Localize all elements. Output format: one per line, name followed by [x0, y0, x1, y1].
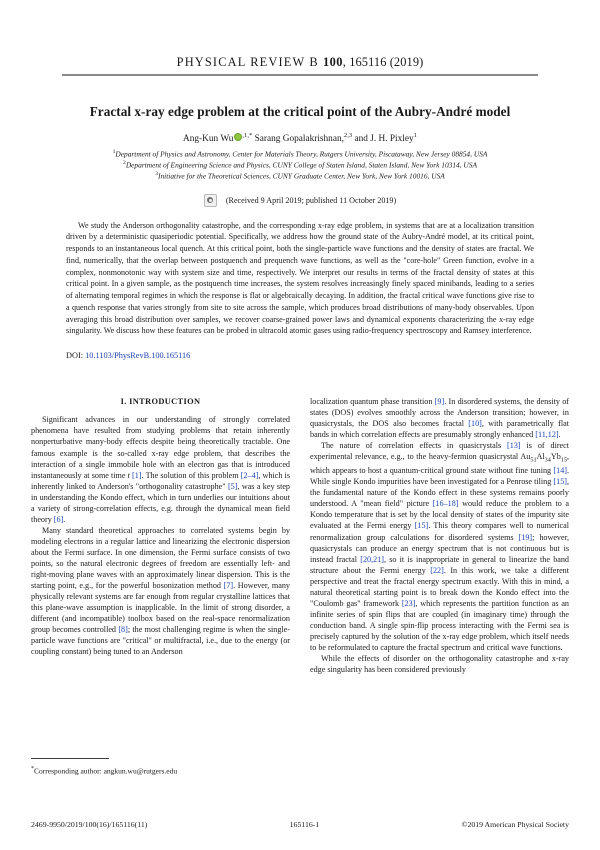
rp2-h: would reduce the problem to a Kondo temperature that is set by the local density of states of the impurity site evaluated at the Fermi energy — [310, 499, 569, 531]
affiliation-2-mark: 2 — [123, 159, 126, 166]
citation-19[interactable]: [19] — [518, 532, 533, 542]
lp1-a: Significant advances in our understanding of strongly correlated phenomena have resulted from studying problems that retain inherently nonperturbative many-body effects despite being theoretically tractable. One famous example is the so-called x-ray edge problem, that describes the interaction of a single immobile hole with an electron gas that is introduced instantaneously at some time — [31, 415, 290, 480]
rp2-a: The nature of correlation effects in quasicrystals — [321, 441, 508, 451]
rp2-j: ; however, quasicrystals can produce an energy spectrum that is not continuous but is instead fractal — [310, 532, 570, 564]
crossmark-icon[interactable] — [204, 194, 217, 207]
orcid-icon[interactable] — [234, 133, 242, 141]
rp1-a: localization quantum phase transition — [310, 397, 435, 406]
page-number: 165116-1 — [289, 820, 320, 829]
citation-16-18[interactable]: [16–18] — [432, 499, 459, 509]
right-paragraph-2 — [310, 440, 569, 653]
doi-line — [66, 351, 534, 360]
affiliation-1-text: Department of Physics and Astronomy, Center for Materials Theory, Rutgers University, Piscataway, New Jersey 08854, USA — [115, 149, 488, 159]
header-divider — [62, 74, 538, 76]
rp2-i: . This theory compares well to numerical renormalization group calculations for disordered systems — [310, 521, 569, 542]
rp2-b: is of direct experimental relevance, e.g., to the heavy-fermion quasicrystal Au — [310, 441, 570, 462]
affiliation-2 — [48, 160, 552, 171]
right-paragraph-3: While the effects of disorder on the orthogonality catastrophe and x-ray edge singularity has been considered previously — [310, 654, 569, 675]
copyright-line: ©2019 American Physical Society — [461, 820, 569, 829]
left-column — [31, 396, 290, 748]
page-title: Fractal x-ray edge problem at the critical point of the Aubry-André model — [89, 104, 511, 119]
author-3-name: and J. H. Pixley — [352, 134, 414, 145]
citation-8[interactable]: [8] — [118, 625, 128, 635]
footnote-mark: * — [31, 766, 34, 772]
citation-22[interactable]: [22] — [430, 565, 444, 575]
journal-title-line — [62, 55, 538, 70]
affiliation-3-mark: 3 — [155, 170, 158, 177]
rp2-g: , the fundamental nature of the Kondo effect in these systems remains poorly understood. A "mean field" picture — [310, 477, 569, 509]
rp2-l: . In this work, we take a different perspective and treat the fractal energy spectrum exactly. With this in mind, a natural theoretical starting point is to break down the Kondo effect into the "Coulomb gas" framework — [310, 565, 569, 608]
journal-article-info: , 165116 (2019) — [342, 55, 424, 69]
citation-6[interactable]: [6] — [53, 514, 64, 524]
formula-sub-au: 51 — [530, 456, 537, 464]
title-block — [48, 103, 552, 182]
left-paragraph-1 — [31, 414, 290, 524]
author-list — [48, 132, 552, 146]
corresponding-author-note — [31, 765, 290, 777]
rp2-f: . While single Kondo impurities have been investigated for a Penrose tiling — [310, 466, 569, 487]
rp2-e: , which appears to host a quantum-critical ground state without fine tuning — [310, 452, 569, 476]
author-3-marks: 1 — [413, 132, 417, 140]
doi-label: DOI: — [66, 351, 86, 361]
publication-dates-line — [0, 194, 600, 207]
page-footer — [31, 820, 569, 829]
lp2-a: Many standard theoretical approaches to correlated systems begin by modeling electrons in a regular lattice and linearizing the electronic dispersion about the Fermi surface. In one dimension, the Fermi surface consists of two points, so the natural electronic degrees of freedom are essentially left- and right-moving plane waves with an approximately linear dispersion. This is the starting point, e.g., for the powerful bosonization method — [31, 525, 290, 591]
doi-link[interactable]: 10.1103/PhysRevB.100.165116 — [85, 351, 191, 361]
journal-header — [62, 55, 538, 70]
citation-20-21[interactable]: [20,21] — [360, 554, 384, 564]
lp2-b: . However, many physically relevant systems are far enough from regular crystalline lattices that this plane-wave assumption is inapplicable. In the limit of strong disorder, a different (and incompatible) toolbox based on the real-space renormalization group becomes controlled — [31, 581, 290, 635]
citation-1[interactable]: [1] — [132, 470, 142, 480]
abstract-text: We study the Anderson orthogonality catastrophe, and the corresponding x-ray edge problem, in systems that are at a localization transition driven by a deterministic quasiperiodic potential. Specifically, we address how the ground state of the Aubry-André model, at its critical point, responds to an instantaneous local quench. At this critical point, both the single-particle wave functions and the density of states are fractal. We find, numerically, that the overlap between postquench and prequench wave functions, as well as the "core-hole" Green function, evolve in a complex, nonmonotonic way with system size and time, respectively. We interpret our results in terms of the fractal density of states at this critical point. In a given sample, as the postquench time increases, the system resolves increasingly finely spaced minibands, leading to a series of alternating temporal regimes in which the response is flat or algebraically decaying. In addition, the fractal critical wave functions give rise to a quench response that varies strongly from site to site across the sample, which produces broad distributions of many-body observables. Upon averaging this broad distribution over samples, we recover coarse-grained power laws and dynamical exponents characterizing the x-ray edge singularity. We discuss how these features can be probed in ultracold atomic gases using radio-frequency spectroscopy and Ramsey interference. — [66, 220, 534, 336]
citation-15b[interactable]: [15] — [414, 521, 429, 531]
footnote-body: Corresponding author: angkun.wu@rutgers.edu — [34, 766, 178, 776]
author-1-marks: ,1,* — [242, 132, 253, 140]
rp2-m: , which represents the partition function as an infinite series of spin flips that are coupled (in imaginary time) through the conduction band. A single spin-flip process interacting with the Fermi sea is precisely captured by the solution of the x-ray edge problem, which itself needs to be reformulated to capture the fractal spectrum and critical wave functions. — [310, 598, 569, 652]
affiliation-1-mark: 1 — [112, 148, 116, 155]
citation-2-4[interactable]: [2–4] — [240, 470, 259, 480]
affiliation-1 — [48, 149, 552, 160]
left-paragraph-2 — [31, 525, 290, 658]
citation-14[interactable]: [14] — [553, 466, 567, 476]
lp2-c: ; the most challenging regime is when the single-particle wave functions are "critical" or multifractal, i.e., due to the energy (or coupling constant) being tuned to an Anderson — [31, 625, 290, 657]
citation-9[interactable]: [9] — [434, 397, 445, 406]
lp1-d: , which is inherently linked to Anderson's "orthogonality catastrophe" — [31, 470, 290, 491]
right-paragraph-1 — [310, 396, 569, 440]
affiliation-2-text: Department of Engineering Science and Physics, CUNY College of Staten Island, Staten Island, New York 10314, USA — [125, 160, 477, 170]
journal-name: PHYSICAL REVIEW B — [176, 55, 319, 69]
body-columns — [31, 396, 569, 748]
journal-volume: 100 — [323, 55, 343, 69]
rp2-d: Yb — [550, 452, 561, 462]
citation-23[interactable]: [23] — [401, 598, 416, 608]
rp1-c: , with parametrically flat bands in which correlation effects are presumably strongly enhanced — [310, 419, 569, 440]
formula-sub-al: 34 — [544, 456, 551, 464]
citation-11-12[interactable]: [11,12] — [535, 430, 559, 440]
received-published-text: (Received 9 April 2019; published 11 October 2019) — [225, 195, 397, 205]
rp1-b: . In disordered systems, the density of states (DOS) evolves smoothly across the Anderson transition; however, in quasicrystals, the DOS also becomes fractal — [310, 397, 569, 429]
lp1-f: . — [63, 514, 66, 524]
affiliation-3 — [48, 171, 552, 182]
rp2-k: , so it is inappropriate in general to linearize the band structure about the Fermi energy — [310, 554, 569, 575]
section-heading-introduction: I. INTRODUCTION — [120, 397, 201, 406]
footnote-divider — [31, 758, 109, 759]
citation-10[interactable]: [10] — [468, 419, 482, 429]
rp2-c: Al — [536, 452, 545, 462]
affiliation-list — [48, 149, 552, 182]
lp1-e: , was a key step in understanding the Kondo effect, which in turn underlies our intuitions about a variety of strong-correlation effects, e.g. through the dynamical mean field theory — [31, 481, 290, 524]
author-2-name: Sarang Gopalakrishnan, — [252, 134, 344, 145]
formula-sub-yb: 15 — [560, 456, 567, 464]
footnote-area — [31, 758, 290, 777]
rp1-d: . — [558, 430, 561, 440]
lp1-c: . The solution of this problem — [141, 470, 241, 480]
right-column — [310, 396, 569, 748]
author-1-name: Ang-Kun Wu — [183, 134, 234, 145]
issn-line: 2469-9950/2019/100(16)/165116(11) — [31, 820, 148, 829]
lp1-italic-t: t — [127, 470, 130, 480]
citation-13[interactable]: [13] — [507, 441, 521, 451]
affiliation-3-text: Initiative for the Theoretical Sciences, CUNY Graduate Center, New York, New York 10016, USA — [158, 171, 445, 181]
citation-7[interactable]: [7] — [223, 581, 234, 591]
author-2-marks: 2,3 — [343, 132, 353, 140]
citation-15[interactable]: [15] — [553, 477, 567, 487]
citation-5[interactable]: [5] — [227, 481, 238, 491]
